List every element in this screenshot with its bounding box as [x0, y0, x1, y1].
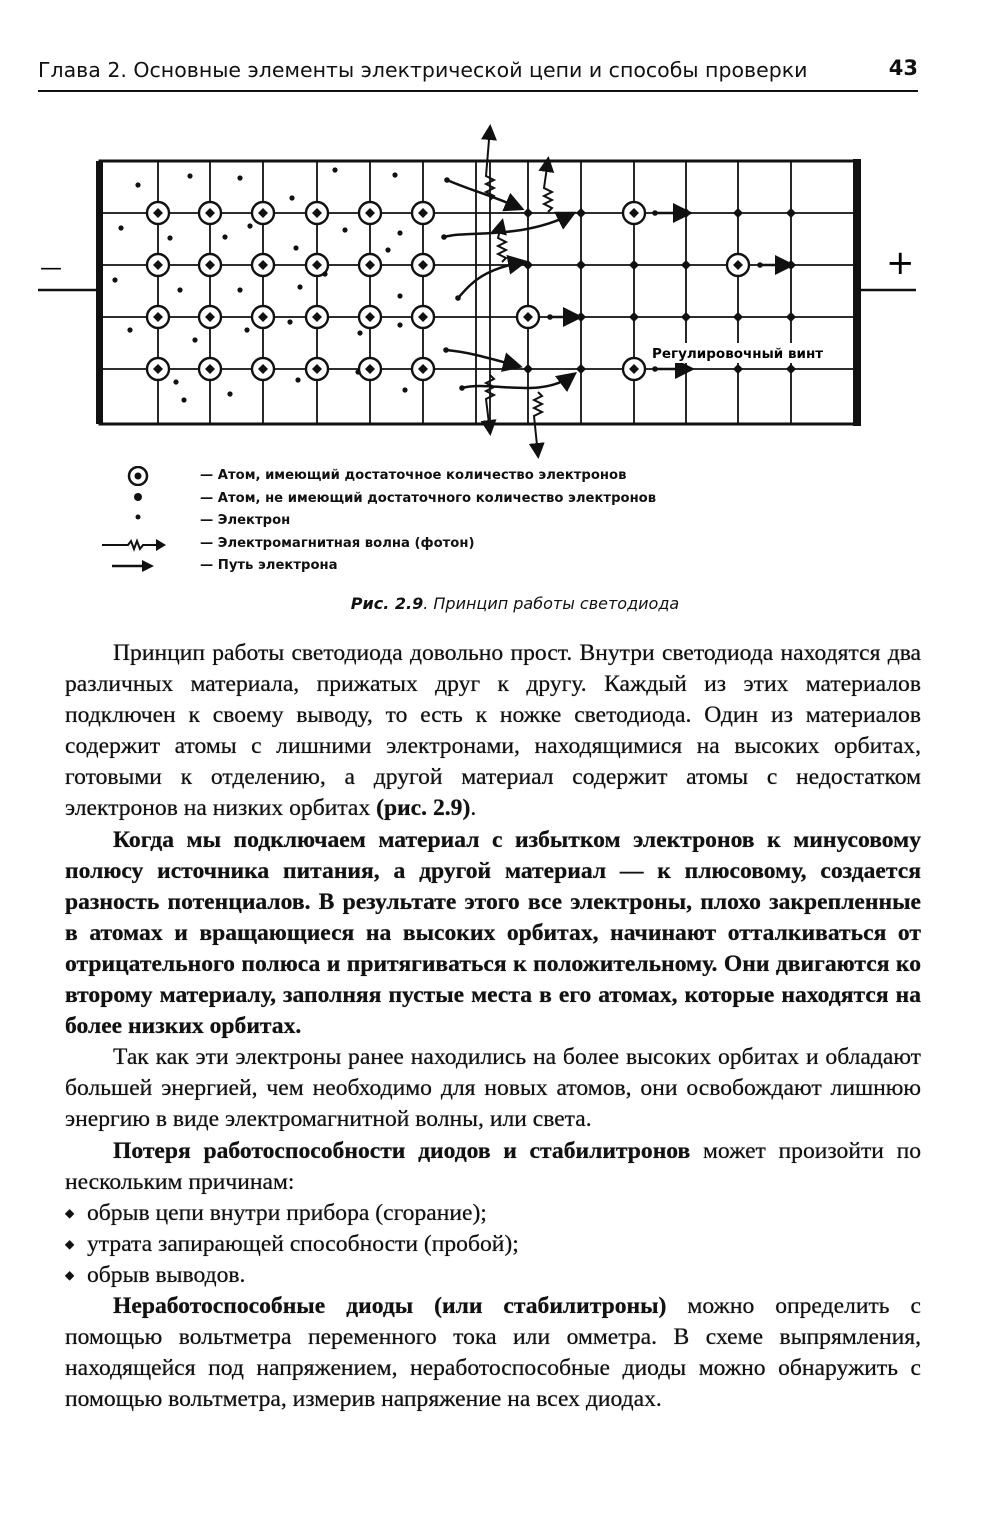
- figure-caption: Рис. 2.9. Принцип работы светодиода: [350, 594, 680, 613]
- electron: [322, 271, 327, 276]
- atom-full: [727, 254, 749, 276]
- photon-wave-icon: [98, 534, 188, 554]
- atom-full: [412, 358, 434, 380]
- atom-ring-icon: [110, 466, 180, 486]
- list-item: ◆ обрыв выводов.: [65, 1260, 921, 1291]
- electron: [177, 287, 182, 292]
- electron: [237, 287, 242, 292]
- page-number: 43: [888, 56, 918, 80]
- bullet-list: [65, 1198, 921, 1291]
- atom-full: [199, 306, 221, 328]
- list-item: ◆ обрыв цепи внутри прибора (сгорание);: [65, 1198, 921, 1229]
- electron: [237, 175, 242, 180]
- electron: [392, 172, 397, 177]
- electron-path-arrow: [446, 350, 518, 366]
- atom-full: [147, 306, 169, 328]
- electron: [222, 234, 227, 239]
- electron-path-arrow: [462, 375, 573, 388]
- atom-full: [359, 254, 381, 276]
- atom-deficient: [733, 312, 743, 322]
- atom-deficient: [733, 208, 743, 218]
- electron-icon: [110, 511, 180, 531]
- atom-deficient: [786, 312, 796, 322]
- atom-deficient: [681, 312, 691, 322]
- atom-full: [359, 306, 381, 328]
- electron: [167, 235, 172, 240]
- atom-deficient: [576, 260, 586, 270]
- atom-deficient: [523, 364, 533, 374]
- electron: [355, 369, 360, 374]
- atom-deficient: [681, 260, 691, 270]
- list-item: ◆ утрата запирающей способности (пробой);: [65, 1229, 921, 1260]
- atom-full: [412, 306, 434, 328]
- atom-full: [623, 202, 645, 224]
- electron: [187, 173, 192, 178]
- minus-terminal-label: —: [40, 256, 62, 281]
- electron: [397, 230, 402, 235]
- atom-full: [412, 254, 434, 276]
- atom-deficient: [786, 364, 796, 374]
- paragraph: Принцип работы светодиода довольно прост. Внутри светодиода находятся два различных материала, прижатых друг к другу. Каждый из этих материалов подключен к своему выводу, то есть к ножке светодиода. Один из материалов содержит атомы с лишними электронами, находящимися на высоких орбитах, готовыми к отделению, а другой материал содержит атомы с недостатком электронов на низких орбитах (рис. 2.9).: [65, 640, 921, 822]
- atom-full: [306, 202, 328, 224]
- atom-full: [147, 202, 169, 224]
- electron: [297, 284, 302, 289]
- atom-full: [252, 306, 274, 328]
- cathode-plate: [96, 161, 103, 424]
- running-header: [38, 56, 918, 92]
- electron: [192, 337, 197, 342]
- electron: [127, 327, 132, 332]
- electron: [342, 227, 347, 232]
- atom-full: [147, 358, 169, 380]
- atom-full: [199, 358, 221, 380]
- electron: [112, 277, 117, 282]
- figure-reference: (рис. 2.9): [376, 795, 471, 822]
- atom-full: [252, 202, 274, 224]
- electron: [357, 330, 362, 335]
- atom-full: [306, 306, 328, 328]
- paragraph: Неработоспособные диоды (или стабилитроны) можно определить с помощью вольтметра переменного тока или омметра. В схеме выпрямления, находящейся под напряжением, неработоспособные диоды можно обнаружить с помощью вольтметра, измерив напряжение на всех диодах.: [65, 1292, 921, 1413]
- atom-full: [359, 358, 381, 380]
- electron: [332, 167, 337, 172]
- electron: [135, 182, 140, 187]
- atom-deficient: [786, 208, 796, 218]
- atom-deficient: [629, 260, 639, 270]
- atom-deficient: [576, 364, 586, 374]
- electron: [289, 195, 294, 200]
- atom-dot-icon: [110, 489, 180, 509]
- atom-full: [359, 202, 381, 224]
- atom-deficient: [523, 208, 533, 218]
- atom-full: [147, 254, 169, 276]
- electron: [293, 245, 298, 250]
- electron: [173, 379, 178, 384]
- atom-deficient: [523, 260, 533, 270]
- paragraph: Так как эти электроны ранее находились на более высоких орбитах и обладают большей энергией, чем необходимо для новых атомов, они освобождают лишнюю энергию в виде электромагнитной волны, или света.: [65, 1044, 921, 1133]
- atom-full: [252, 254, 274, 276]
- atom-full: [252, 358, 274, 380]
- plus-terminal-label: +: [886, 243, 915, 283]
- electron: [295, 377, 300, 382]
- chapter-title: Глава 2. Основные элементы электрической цепи и способы проверки: [38, 58, 808, 82]
- atom-full: [199, 254, 221, 276]
- electron: [244, 327, 249, 332]
- atom-deficient: [576, 208, 586, 218]
- electron: [227, 391, 232, 396]
- photon-wave: [498, 222, 506, 262]
- atom-full: [199, 202, 221, 224]
- atom-full: [412, 202, 434, 224]
- electron: [402, 387, 407, 392]
- electron: [385, 247, 390, 252]
- electron: [397, 322, 402, 327]
- adjusting-screw-label: Регулировочный винт: [652, 346, 824, 362]
- paragraph: Потеря работоспособности диодов и стабилитронов может произойти по нескольким причинам:: [65, 1137, 922, 1195]
- electron: [287, 319, 292, 324]
- atom-full: [306, 358, 328, 380]
- photon-wave: [544, 160, 552, 212]
- led-principle-diagram: [0, 110, 1000, 460]
- atom-full: [517, 306, 539, 328]
- atom-deficient: [629, 312, 639, 322]
- electron: [397, 293, 402, 298]
- lattice-border: [100, 161, 857, 424]
- electron: [181, 397, 186, 402]
- anode-plate: [853, 159, 861, 426]
- paragraph: Когда мы подключаем материал с избытком электронов к минусовому полюсу источника питания, а другой материал — к плюсовому, создается разность потенциалов. В результате этого все электроны, плохо закрепленные в атомах и вращающиеся на высоких орбитах, начинают отталкиваться от отрицательного полюса и притягиваться к положительному. Они двигаются ко второму материалу, заполняя пустые места в его атомах, которые находятся на более низких орбитах.: [65, 826, 921, 1040]
- electron-path-arrow: [447, 180, 520, 208]
- electron: [118, 225, 123, 230]
- atom-full: [623, 358, 645, 380]
- arrow-icon: [110, 556, 180, 576]
- electron-path-arrow: [444, 214, 572, 237]
- body-text: [65, 638, 921, 1415]
- atom-deficient: [733, 364, 743, 374]
- electron: [247, 223, 252, 228]
